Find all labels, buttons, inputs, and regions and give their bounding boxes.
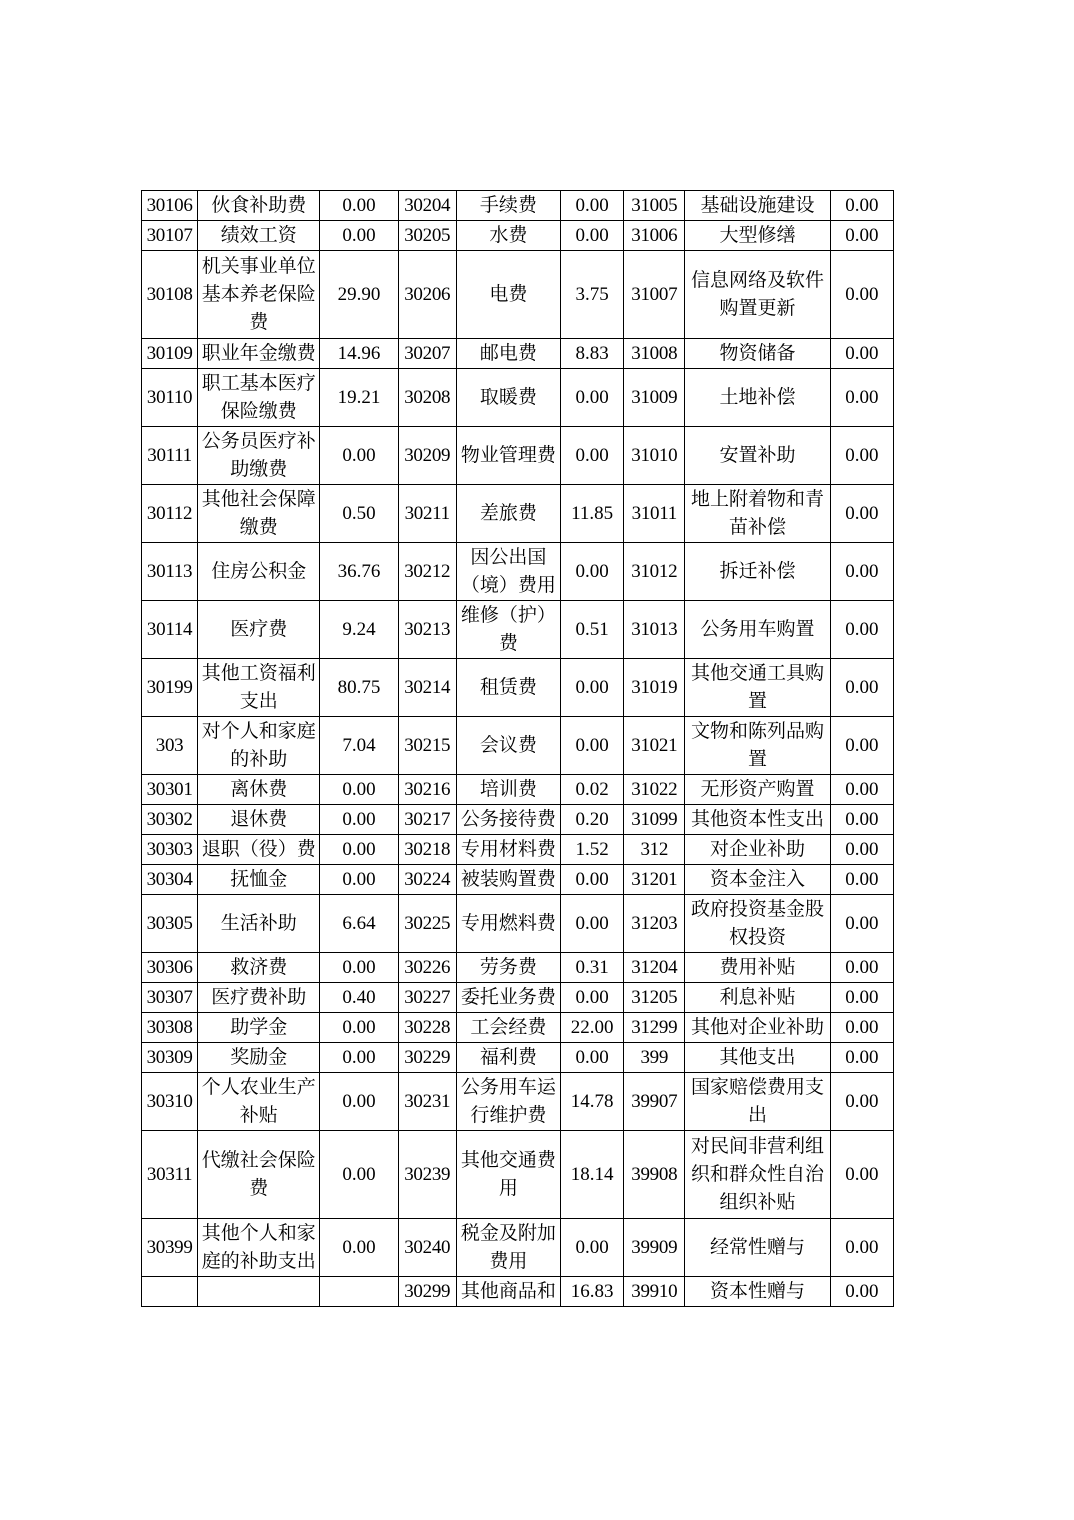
amount-cell: 0.00: [830, 895, 893, 953]
econ-code-cell: 39909: [624, 1219, 685, 1277]
item-name-cell: 维修（护）费: [456, 601, 560, 659]
econ-code-cell: [142, 1277, 198, 1307]
econ-code-cell: 31205: [624, 983, 685, 1013]
amount-cell: 0.00: [830, 221, 893, 251]
item-name-cell: 物资储备: [685, 339, 830, 369]
econ-code-cell: 30305: [142, 895, 198, 953]
item-name-cell: 对民间非营利组织和群众性自治组织补贴: [685, 1131, 830, 1219]
amount-cell: 0.02: [561, 775, 624, 805]
amount-cell: 0.00: [830, 1131, 893, 1219]
item-name-cell: 退职（役）费: [198, 835, 320, 865]
amount-cell: 0.00: [830, 983, 893, 1013]
econ-code-cell: 30307: [142, 983, 198, 1013]
amount-cell: 0.00: [561, 221, 624, 251]
amount-cell: 0.00: [830, 485, 893, 543]
econ-code-cell: 30224: [398, 865, 456, 895]
econ-code-cell: 30239: [398, 1131, 456, 1219]
item-name-cell: 差旅费: [456, 485, 560, 543]
item-name-cell: 其他商品和: [456, 1277, 560, 1307]
item-name-cell: 国家赔偿费用支出: [685, 1073, 830, 1131]
table-row: [142, 369, 894, 427]
item-name-cell: 工会经费: [456, 1013, 560, 1043]
table-row: [142, 895, 894, 953]
econ-code-cell: 30216: [398, 775, 456, 805]
econ-code-cell: 30227: [398, 983, 456, 1013]
item-name-cell: 土地补偿: [685, 369, 830, 427]
amount-cell: 14.96: [320, 339, 398, 369]
amount-cell: 0.00: [561, 369, 624, 427]
amount-cell: 18.14: [561, 1131, 624, 1219]
amount-cell: 0.00: [561, 717, 624, 775]
econ-code-cell: 30229: [398, 1043, 456, 1073]
econ-code-cell: 31007: [624, 251, 685, 339]
table-row: [142, 805, 894, 835]
item-name-cell: 个人农业生产补贴: [198, 1073, 320, 1131]
item-name-cell: 邮电费: [456, 339, 560, 369]
amount-cell: 0.51: [561, 601, 624, 659]
item-name-cell: 经常性赠与: [685, 1219, 830, 1277]
econ-code-cell: 30111: [142, 427, 198, 485]
item-name-cell: 会议费: [456, 717, 560, 775]
item-name-cell: 离休费: [198, 775, 320, 805]
item-name-cell: 政府投资基金股权投资: [685, 895, 830, 953]
table-row: [142, 251, 894, 339]
item-name-cell: 委托业务费: [456, 983, 560, 1013]
econ-code-cell: 31011: [624, 485, 685, 543]
econ-code-cell: 30218: [398, 835, 456, 865]
amount-cell: 0.00: [830, 835, 893, 865]
econ-code-cell: 30309: [142, 1043, 198, 1073]
amount-cell: 0.00: [830, 717, 893, 775]
item-name-cell: 水费: [456, 221, 560, 251]
econ-code-cell: 31299: [624, 1013, 685, 1043]
item-name-cell: 医疗费补助: [198, 983, 320, 1013]
table-row: [142, 543, 894, 601]
item-name-cell: 文物和陈列品购置: [685, 717, 830, 775]
item-name-cell: 生活补助: [198, 895, 320, 953]
econ-code-cell: 30206: [398, 251, 456, 339]
item-name-cell: 对个人和家庭的补助: [198, 717, 320, 775]
amount-cell: 16.83: [561, 1277, 624, 1307]
amount-cell: 0.00: [320, 1013, 398, 1043]
econ-code-cell: 30240: [398, 1219, 456, 1277]
econ-code-cell: 30306: [142, 953, 198, 983]
amount-cell: 0.00: [830, 1043, 893, 1073]
econ-code-cell: 30299: [398, 1277, 456, 1307]
econ-code-cell: 30302: [142, 805, 198, 835]
econ-code-cell: 31203: [624, 895, 685, 953]
econ-code-cell: 30213: [398, 601, 456, 659]
amount-cell: 0.00: [320, 953, 398, 983]
item-name-cell: 资本金注入: [685, 865, 830, 895]
amount-cell: 0.00: [561, 427, 624, 485]
econ-code-cell: 30106: [142, 191, 198, 221]
amount-cell: 0.00: [830, 427, 893, 485]
amount-cell: 0.00: [561, 1043, 624, 1073]
econ-code-cell: 30225: [398, 895, 456, 953]
econ-code-cell: 31010: [624, 427, 685, 485]
item-name-cell: 代缴社会保险费: [198, 1131, 320, 1219]
econ-code-cell: 31204: [624, 953, 685, 983]
amount-cell: 0.00: [830, 775, 893, 805]
econ-code-cell: 30308: [142, 1013, 198, 1043]
amount-cell: 0.00: [320, 1073, 398, 1131]
econ-code-cell: 312: [624, 835, 685, 865]
econ-code-cell: 31019: [624, 659, 685, 717]
econ-code-cell: 30211: [398, 485, 456, 543]
amount-cell: 0.00: [561, 895, 624, 953]
amount-cell: 9.24: [320, 601, 398, 659]
item-name-cell: 被装购置费: [456, 865, 560, 895]
amount-cell: 0.00: [830, 251, 893, 339]
econ-code-cell: 30301: [142, 775, 198, 805]
econ-code-cell: 30112: [142, 485, 198, 543]
item-name-cell: 专用材料费: [456, 835, 560, 865]
item-name-cell: 退休费: [198, 805, 320, 835]
item-name-cell: 劳务费: [456, 953, 560, 983]
amount-cell: 0.00: [320, 191, 398, 221]
item-name-cell: 专用燃料费: [456, 895, 560, 953]
item-name-cell: 资本性赠与: [685, 1277, 830, 1307]
amount-cell: 0.00: [830, 1277, 893, 1307]
econ-code-cell: 30199: [142, 659, 198, 717]
item-name-cell: 抚恤金: [198, 865, 320, 895]
item-name-cell: 培训费: [456, 775, 560, 805]
amount-cell: 1.52: [561, 835, 624, 865]
item-name-cell: 机关事业单位基本养老保险费: [198, 251, 320, 339]
amount-cell: 0.00: [561, 191, 624, 221]
econ-code-cell: 30108: [142, 251, 198, 339]
econ-code-cell: 31008: [624, 339, 685, 369]
item-name-cell: 手续费: [456, 191, 560, 221]
table-row: [142, 983, 894, 1013]
item-name-cell: 其他支出: [685, 1043, 830, 1073]
table-row: [142, 1131, 894, 1219]
amount-cell: 0.00: [830, 543, 893, 601]
amount-cell: 0.00: [561, 983, 624, 1013]
table-row: [142, 717, 894, 775]
amount-cell: 0.00: [830, 369, 893, 427]
table-row: [142, 1043, 894, 1073]
table-row: [142, 953, 894, 983]
amount-cell: 0.00: [830, 865, 893, 895]
amount-cell: 29.90: [320, 251, 398, 339]
econ-code-cell: 30110: [142, 369, 198, 427]
item-name-cell: 利息补贴: [685, 983, 830, 1013]
table-row: [142, 485, 894, 543]
item-name-cell: 救济费: [198, 953, 320, 983]
amount-cell: 0.00: [830, 191, 893, 221]
econ-code-cell: 399: [624, 1043, 685, 1073]
item-name-cell: 伙食补助费: [198, 191, 320, 221]
item-name-cell: 安置补助: [685, 427, 830, 485]
item-name-cell: 基础设施建设: [685, 191, 830, 221]
item-name-cell: 公务员医疗补助缴费: [198, 427, 320, 485]
table-row: [142, 191, 894, 221]
amount-cell: 0.00: [830, 601, 893, 659]
table-row: [142, 339, 894, 369]
econ-code-cell: 31006: [624, 221, 685, 251]
item-name-cell: 助学金: [198, 1013, 320, 1043]
amount-cell: 0.00: [320, 1043, 398, 1073]
item-name-cell: 其他个人和家庭的补助支出: [198, 1219, 320, 1277]
econ-code-cell: 39907: [624, 1073, 685, 1131]
amount-cell: 0.00: [320, 221, 398, 251]
amount-cell: 0.00: [561, 543, 624, 601]
amount-cell: [320, 1277, 398, 1307]
item-name-cell: 取暖费: [456, 369, 560, 427]
item-name-cell: 租赁费: [456, 659, 560, 717]
amount-cell: 0.00: [320, 775, 398, 805]
item-name-cell: 信息网络及软件购置更新: [685, 251, 830, 339]
econ-code-cell: 30205: [398, 221, 456, 251]
amount-cell: 0.00: [320, 1131, 398, 1219]
amount-cell: 0.00: [561, 659, 624, 717]
amount-cell: 0.00: [830, 805, 893, 835]
item-name-cell: 公务用车运行维护费: [456, 1073, 560, 1131]
expenditure-table: [141, 190, 894, 1307]
amount-cell: 0.00: [830, 1073, 893, 1131]
amount-cell: 36.76: [320, 543, 398, 601]
econ-code-cell: 30310: [142, 1073, 198, 1131]
amount-cell: 3.75: [561, 251, 624, 339]
amount-cell: 6.64: [320, 895, 398, 953]
item-name-cell: 医疗费: [198, 601, 320, 659]
econ-code-cell: 31005: [624, 191, 685, 221]
item-name-cell: 大型修缮: [685, 221, 830, 251]
econ-code-cell: 31012: [624, 543, 685, 601]
item-name-cell: 其他工资福利支出: [198, 659, 320, 717]
econ-code-cell: 31021: [624, 717, 685, 775]
econ-code-cell: 31013: [624, 601, 685, 659]
item-name-cell: 拆迁补偿: [685, 543, 830, 601]
amount-cell: 8.83: [561, 339, 624, 369]
item-name-cell: 职工基本医疗保险缴费: [198, 369, 320, 427]
econ-code-cell: 31009: [624, 369, 685, 427]
econ-code-cell: 30304: [142, 865, 198, 895]
item-name-cell: 费用补贴: [685, 953, 830, 983]
item-name-cell: 职业年金缴费: [198, 339, 320, 369]
econ-code-cell: 30207: [398, 339, 456, 369]
amount-cell: 0.00: [561, 1219, 624, 1277]
econ-code-cell: 30217: [398, 805, 456, 835]
amount-cell: 0.00: [320, 865, 398, 895]
item-name-cell: [198, 1277, 320, 1307]
table-row: [142, 221, 894, 251]
item-name-cell: 电费: [456, 251, 560, 339]
table-row: [142, 601, 894, 659]
item-name-cell: 福利费: [456, 1043, 560, 1073]
amount-cell: 0.40: [320, 983, 398, 1013]
item-name-cell: 对企业补助: [685, 835, 830, 865]
item-name-cell: 因公出国（境）费用: [456, 543, 560, 601]
amount-cell: 0.20: [561, 805, 624, 835]
amount-cell: 0.00: [320, 1219, 398, 1277]
item-name-cell: 无形资产购置: [685, 775, 830, 805]
econ-code-cell: 30228: [398, 1013, 456, 1043]
item-name-cell: 公务接待费: [456, 805, 560, 835]
amount-cell: 0.00: [830, 659, 893, 717]
amount-cell: 0.50: [320, 485, 398, 543]
table-row: [142, 865, 894, 895]
table-row: [142, 1277, 894, 1307]
econ-code-cell: 30204: [398, 191, 456, 221]
econ-code-cell: 303: [142, 717, 198, 775]
amount-cell: 19.21: [320, 369, 398, 427]
item-name-cell: 其他交通费用: [456, 1131, 560, 1219]
amount-cell: 0.00: [830, 339, 893, 369]
amount-cell: 14.78: [561, 1073, 624, 1131]
item-name-cell: 绩效工资: [198, 221, 320, 251]
table-body: [142, 191, 894, 1307]
econ-code-cell: 30109: [142, 339, 198, 369]
item-name-cell: 奖励金: [198, 1043, 320, 1073]
amount-cell: 7.04: [320, 717, 398, 775]
econ-code-cell: 30114: [142, 601, 198, 659]
econ-code-cell: 30226: [398, 953, 456, 983]
econ-code-cell: 39910: [624, 1277, 685, 1307]
table-row: [142, 659, 894, 717]
econ-code-cell: 30399: [142, 1219, 198, 1277]
table-row: [142, 1013, 894, 1043]
econ-code-cell: 31099: [624, 805, 685, 835]
econ-code-cell: 30231: [398, 1073, 456, 1131]
amount-cell: 11.85: [561, 485, 624, 543]
econ-code-cell: 30107: [142, 221, 198, 251]
amount-cell: 22.00: [561, 1013, 624, 1043]
item-name-cell: 其他社会保障缴费: [198, 485, 320, 543]
item-name-cell: 物业管理费: [456, 427, 560, 485]
amount-cell: 0.00: [320, 427, 398, 485]
econ-code-cell: 30303: [142, 835, 198, 865]
item-name-cell: 其他交通工具购置: [685, 659, 830, 717]
econ-code-cell: 31201: [624, 865, 685, 895]
econ-code-cell: 30214: [398, 659, 456, 717]
table-row: [142, 427, 894, 485]
econ-code-cell: 30113: [142, 543, 198, 601]
item-name-cell: 公务用车购置: [685, 601, 830, 659]
econ-code-cell: 30209: [398, 427, 456, 485]
econ-code-cell: 39908: [624, 1131, 685, 1219]
econ-code-cell: 31022: [624, 775, 685, 805]
amount-cell: 0.00: [320, 835, 398, 865]
item-name-cell: 其他对企业补助: [685, 1013, 830, 1043]
table-row: [142, 1219, 894, 1277]
amount-cell: 0.00: [830, 953, 893, 983]
econ-code-cell: 30311: [142, 1131, 198, 1219]
econ-code-cell: 30215: [398, 717, 456, 775]
table-row: [142, 1073, 894, 1131]
item-name-cell: 地上附着物和青苗补偿: [685, 485, 830, 543]
amount-cell: 0.00: [830, 1219, 893, 1277]
econ-code-cell: 30208: [398, 369, 456, 427]
amount-cell: 0.00: [830, 1013, 893, 1043]
item-name-cell: 其他资本性支出: [685, 805, 830, 835]
amount-cell: 80.75: [320, 659, 398, 717]
item-name-cell: 住房公积金: [198, 543, 320, 601]
amount-cell: 0.31: [561, 953, 624, 983]
table-row: [142, 835, 894, 865]
econ-code-cell: 30212: [398, 543, 456, 601]
table-row: [142, 775, 894, 805]
item-name-cell: 税金及附加费用: [456, 1219, 560, 1277]
amount-cell: 0.00: [561, 865, 624, 895]
amount-cell: 0.00: [320, 805, 398, 835]
